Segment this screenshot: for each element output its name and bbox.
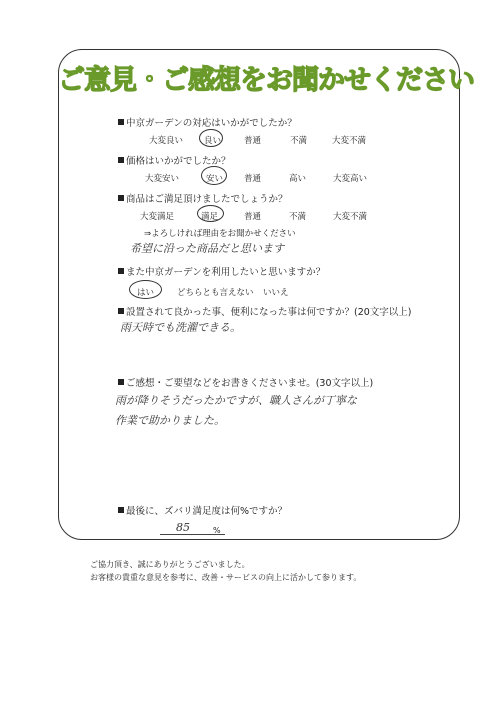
- q3-option-satisfied[interactable]: 満足: [201, 212, 219, 222]
- question-benefits: 設置されて良かった事、便利になった事は何ですか？(20文字以上): [118, 304, 412, 318]
- bullet-square-icon: [118, 268, 124, 274]
- q1-option-normal[interactable]: 普通: [244, 136, 262, 146]
- q6-answer-line-2: 作業で助かりました。: [115, 414, 225, 427]
- q2-option-cheap[interactable]: 安い: [206, 174, 224, 184]
- q1-option-very-good[interactable]: 大変良い: [149, 136, 184, 146]
- q3-selected-circle: [197, 205, 224, 222]
- q4-option-yes[interactable]: はい: [137, 288, 155, 298]
- q1-option-good[interactable]: 良い: [204, 136, 222, 146]
- q2-option-very-cheap[interactable]: 大変安い: [145, 174, 180, 184]
- q1-selected-circle: [199, 129, 223, 147]
- q3-reason-prompt: ⇒よろしければ理由をお聞かせください: [144, 229, 296, 239]
- q3-option-dissatisfied[interactable]: 不満: [289, 212, 307, 222]
- q3-option-very-satisfied[interactable]: 大変満足: [140, 212, 175, 222]
- bullet-square-icon: [118, 119, 124, 125]
- q4-option-neither[interactable]: どちらとも言えない: [177, 288, 254, 298]
- q2-selected-circle: [201, 166, 227, 185]
- q5-answer-handwritten: 雨天時でも洗濯できる。: [120, 321, 241, 334]
- q2-option-expensive[interactable]: 高い: [289, 174, 307, 184]
- bullet-square-icon: [118, 308, 124, 314]
- bullet-square-icon: [118, 157, 124, 163]
- question-reuse: また中京ガーデンを利用したいと思いますか？: [118, 264, 325, 278]
- q1-option-dissatisfied[interactable]: 不満: [290, 136, 308, 146]
- bullet-square-icon: [118, 507, 124, 513]
- bullet-square-icon: [118, 379, 124, 385]
- q2-option-normal[interactable]: 普通: [244, 174, 262, 184]
- q1-option-very-dissatisfied[interactable]: 大変不満: [332, 136, 367, 146]
- footer-note: お客様の貴重な意見を参考に、改善・サービスの向上に活かして参ります。: [90, 573, 362, 582]
- q3-option-very-dissatisfied[interactable]: 大変不満: [333, 212, 368, 222]
- q3-option-normal[interactable]: 普通: [244, 212, 262, 222]
- bullet-square-icon: [118, 195, 124, 201]
- question-comments: ご感想・ご要望などをお書きくださいませ。(30文字以上): [118, 375, 373, 389]
- survey-title: ご意見・ご感想をお聞かせください: [58, 65, 474, 96]
- q7-percent-unit: %: [213, 526, 221, 535]
- q7-answer-underline: [160, 534, 225, 535]
- q6-answer-line-1: 雨が降りそうだったかですが、職人さんが丁寧な: [115, 394, 357, 407]
- question-price: 価格はいかがでしたか？: [118, 153, 231, 167]
- q4-selected-circle: [129, 280, 162, 299]
- footer-thanks: ご協力頂き、誠にありがとうございました。: [90, 560, 250, 569]
- question-satisfaction: 商品はご満足頂けましたでしょうか？: [118, 191, 288, 205]
- q3-reason-handwritten: 希望に沿った商品だと思います: [130, 242, 284, 255]
- question-staff-response: 中京ガーデンの対応はいかがでしたか？: [118, 115, 297, 129]
- q4-option-no[interactable]: いいえ: [263, 288, 289, 298]
- q7-answer-handwritten: 85: [176, 521, 190, 534]
- q2-option-very-expensive[interactable]: 大変高い: [333, 174, 368, 184]
- question-satisfaction-percent: 最後に、ズバリ満足度は何%ですか？: [118, 503, 287, 517]
